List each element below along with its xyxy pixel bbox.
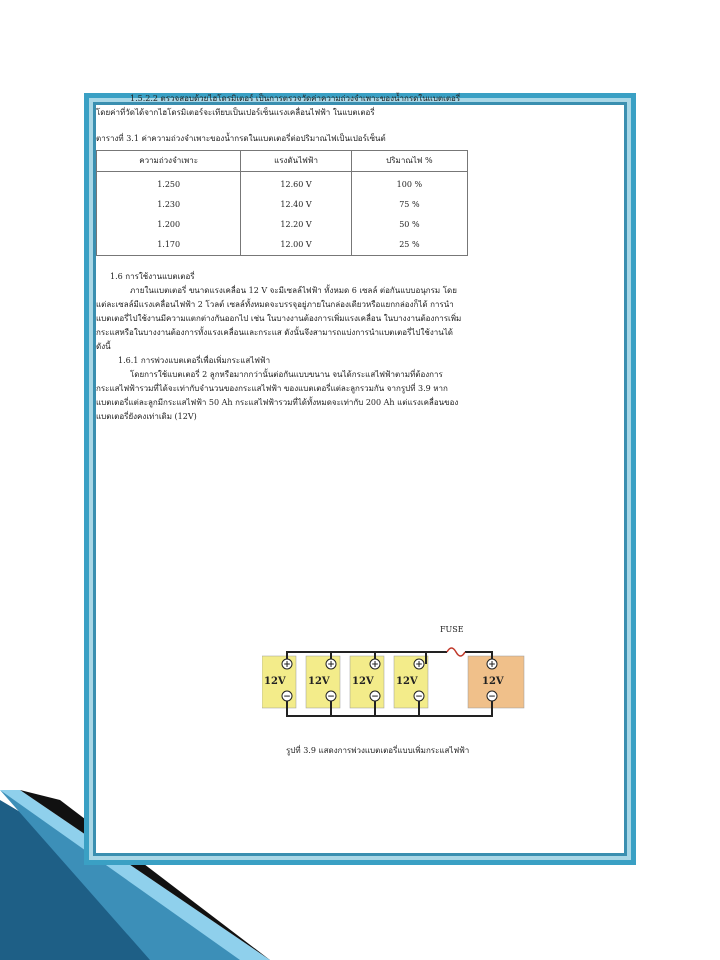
table-cell: 1.170 <box>97 235 241 256</box>
column-header: ความถ่วงจำเพาะ <box>97 151 241 172</box>
table-cell: 12.60 V <box>241 172 351 196</box>
table-cell: 12.00 V <box>241 235 351 256</box>
table-row <box>97 172 468 196</box>
fuse-label: FUSE <box>440 625 464 634</box>
plus-symbol: + <box>327 660 335 670</box>
minus-symbol: − <box>283 692 291 702</box>
plus-symbol: + <box>415 660 423 670</box>
load-label: 12V <box>482 676 504 687</box>
minus-symbol: − <box>488 692 496 702</box>
table-caption: ตารางที่ 3.1 ค่าความถ่วงจำเพาะของน้ำกรดในแบตเตอรี่ต่อปริมาณไฟเป็นเปอร์เซ็นต์ <box>96 134 386 143</box>
battery-label: 12V <box>396 676 418 687</box>
table-cell: 50 % <box>351 215 467 235</box>
table-cell: 1.250 <box>97 172 241 196</box>
column-header: ปริมาณไฟ % <box>351 151 467 172</box>
table-cell: 12.20 V <box>241 215 351 235</box>
table-cell: 1.230 <box>97 195 241 215</box>
specific-gravity-table <box>96 150 468 256</box>
minus-symbol: − <box>327 692 335 702</box>
table-cell: 75 % <box>351 195 467 215</box>
battery-label: 12V <box>264 676 286 687</box>
table-header-row <box>97 151 468 172</box>
paragraph-1-6-1: โดยการใช้แบตเตอรี่ 2 ลูกหรือมากกว่านั้นต่อกันแบบขนาน จนได้กระแสไฟฟ้าตามที่ต้องการ กระแสไฟฟ้ารวมที่ได้จะเท่ากับจำนวนของกระแสไฟฟ้า ของแบตเตอรี่แต่ละลูกรวมกัน จากรูปที่ 3.9 หากแบตเตอรี่แต่ละลูกมีกระแสไฟฟ้า 50 Ah กระแสไฟฟ้ารวมที่ได้ทั้งหมดจะเท่ากับ 200 Ah แต่แรงเคลื่อนของแบตเตอรี่ยังคงเท่าเดิม (12V) <box>96 370 459 421</box>
heading-1-6-1: 1.6.1 การพ่วงแบตเตอรี่เพื่อเพิ่มกระแสไฟฟ้า <box>118 356 271 365</box>
battery-label: 12V <box>352 676 374 687</box>
table-row <box>97 195 468 215</box>
paragraph-1-6: ภายในแบตเตอรี่ ขนาดแรงเคลื่อน 12 V จะมีเซลล์ไฟฟ้า ทั้งหมด 6 เซลล์ ต่อกันแบบอนุกรม โดยแต่ละเซลล์มีแรงเคลื่อนไฟฟ้า 2 โวลต์ เซลล์ทั้งหมดจะบรรจุอยู่ภายในกล่องเดียวหรือแยกกล่องก็ได้ การนำแบตเตอรี่ไปใช้งานมีความแตกต่างกันออกไป เช่น ในบางงานต้องการเพิ่มแรงเคลื่อน ในบางงานต้องการเพิ่มกระแสหรือในบางงานต้องการทั้งแรงเคลื่อนและกระแส ดังนั้นจึงสามารถแบ่งการนำแบตเตอรี่ไปใช้งานได้ ดังนี้ <box>96 286 462 351</box>
table-cell: 100 % <box>351 172 467 196</box>
section-1-5-2-2: 1.5.2.2 ตรวจสอบด้วยไฮโดรมิเตอร์ เป็นการตรวจวัดค่าความถ่วงจำเพาะของน้ำกรดในแบตเตอรี่ โดยค่าที่วัดได้จากไฮโดรมิเตอร์จะเทียบเป็นเปอร์เซ็นแรงเคลื่อนไฟฟ้า ในแบตเตอรี่ <box>96 94 461 117</box>
table-cell: 25 % <box>351 235 467 256</box>
parallel-battery-diagram <box>262 622 532 722</box>
table-row <box>97 235 468 256</box>
table-row <box>97 215 468 235</box>
plus-symbol: + <box>371 660 379 670</box>
battery-label: 12V <box>308 676 330 687</box>
fuse-icon <box>447 648 465 656</box>
column-header: แรงดันไฟฟ้า <box>241 151 351 172</box>
table-cell: 12.40 V <box>241 195 351 215</box>
plus-symbol: + <box>488 660 496 670</box>
minus-symbol: − <box>415 692 423 702</box>
heading-1-6: 1.6 การใช้งานแบตเตอรี่ <box>110 272 195 281</box>
table-cell: 1.200 <box>97 215 241 235</box>
document-body <box>96 92 466 424</box>
figure-caption: รูปที่ 3.9 แสดงการพ่วงแบตเตอรี่แบบเพิ่มกระแสไฟฟ้า <box>286 746 470 755</box>
plus-symbol: + <box>283 660 291 670</box>
minus-symbol: − <box>371 692 379 702</box>
